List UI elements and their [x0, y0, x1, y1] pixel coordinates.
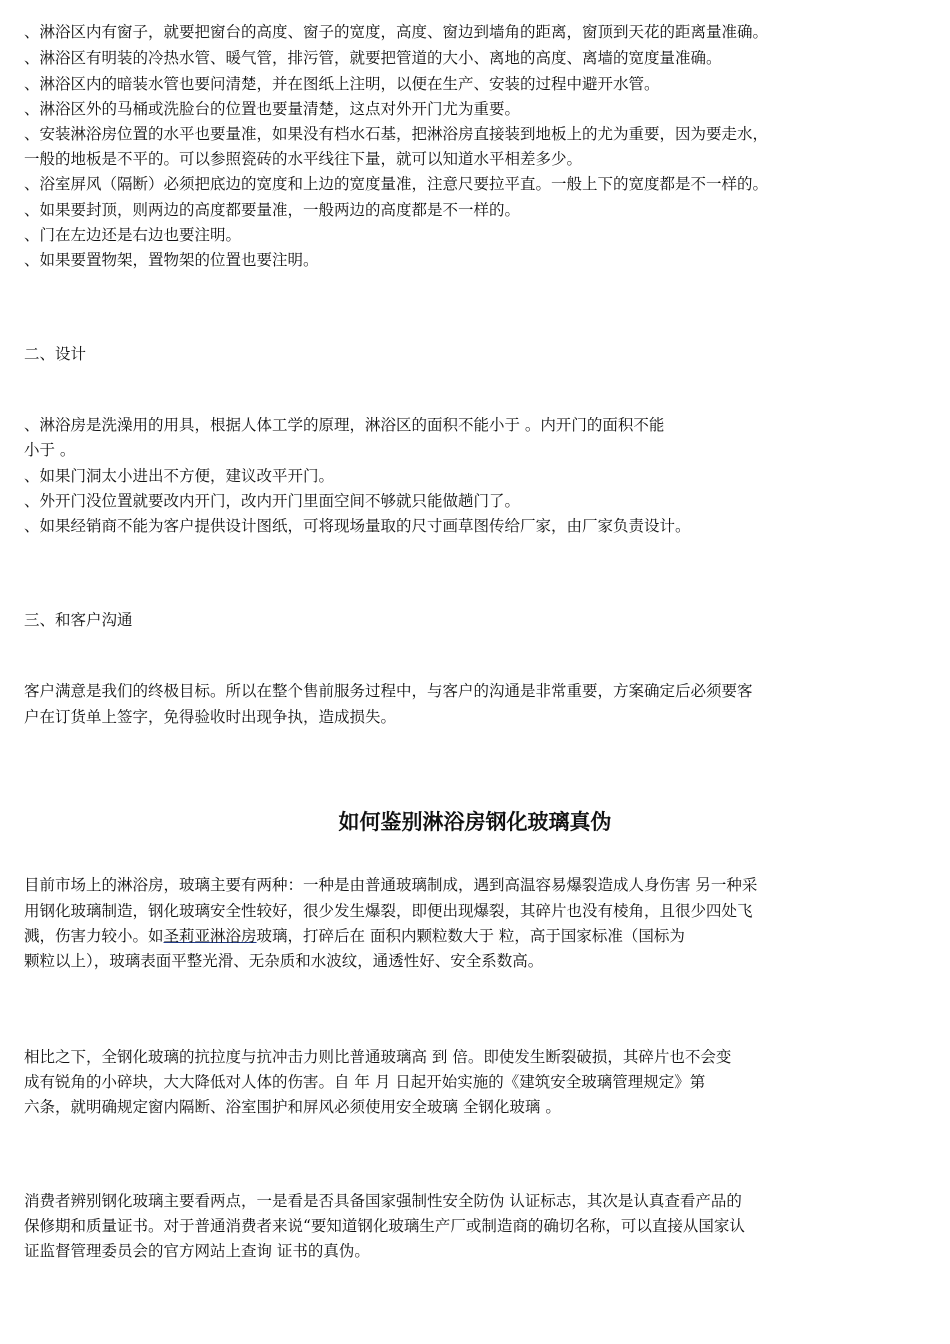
- measure-item-level: 、安装淋浴房位置的水平也要量准，如果没有档水石基，把淋浴房直接装到地板上的尤为重要，因为要走水，: [24, 125, 769, 143]
- paragraph-line: 六条，就明确规定窗内隔断、浴室围护和屏风必须使用安全玻璃 全钢化玻璃 。: [24, 1098, 561, 1116]
- measure-item-toilet-basin: 、淋浴区外的马桶或洗脸台的位置也要量清楚，这点对外开门尤为重要。: [24, 100, 521, 118]
- paragraph-line: 颗粒以上），玻璃表面平整光滑、无杂质和水波纹，通透性好、安全系数高。: [24, 952, 544, 970]
- paragraph-line: 保修期和质量证书。对于普通消费者来说“要知道钢化玻璃生产厂或制造商的确切名称，可以直接从国家认: [24, 1217, 745, 1235]
- design-item-area: 、淋浴房是洗澡用的用具，根据人体工学的原理，淋浴区的面积不能小于 。内开门的面积不能: [24, 416, 665, 434]
- measure-item-door-side: 、门在左边还是右边也要注明。: [24, 226, 242, 244]
- measure-item-ceiling: 、如果要封顶，则两边的高度都要量准，一般两边的高度都是不一样的。: [24, 201, 521, 219]
- brand-link[interactable]: 圣莉亚淋浴房: [163, 927, 257, 945]
- measure-item-hidden-pipes: 、淋浴区内的暗装水管也要问清楚，并在图纸上注明，以便在生产、安装的过程中避开水管。: [24, 75, 660, 93]
- design-item-door-small: 、如果门洞太小进出不方便，建议改平开门。: [24, 467, 335, 485]
- communication-line: 客户满意是我们的终极目标。所以在整个售前服务过程中，与客户的沟通是非常重要，方案确定后必须要客: [24, 682, 753, 700]
- section-heading-design: 二、设计: [24, 345, 87, 363]
- measure-item-level-cont: 一般的地板是不平的。可以参照瓷砖的水平线往下量，就可以知道水平相差多少。: [24, 150, 583, 168]
- measure-item-window: 、淋浴区内有窗子，就要把窗台的高度、窗子的宽度，高度、窗边到墙角的距离，窗顶到天花的距离量准确。: [24, 23, 769, 41]
- paragraph-text: 溅，伤害力较小。如: [24, 927, 164, 945]
- design-item-factory-design: 、如果经销商不能为客户提供设计图纸，可将现场量取的尺寸画草图传给厂家，由厂家负责设计。: [24, 517, 691, 535]
- section-heading-communication: 三、和客户沟通: [24, 611, 133, 629]
- paragraph-text: 玻璃，打碎后在 面积内颗粒数大于 粒，高于国家标准（国标为: [256, 927, 685, 945]
- paragraph-line: [24, 926, 685, 946]
- article-title: 如何鉴别淋浴房钢化玻璃真伪: [338, 809, 612, 834]
- design-item-area-cont: 小于 。: [24, 441, 76, 459]
- paragraph-line: 用钢化玻璃制造，钢化玻璃安全性较好，很少发生爆裂，即便出现爆裂，其碎片也没有棱角，且很少四处飞: [24, 902, 753, 920]
- paragraph-line: 消费者辨别钢化玻璃主要看两点，一是看是否具备国家强制性安全防伪 认证标志，其次是认真查看产品的: [24, 1192, 742, 1210]
- design-item-inward-door: 、外开门没位置就要改内开门，改内开门里面空间不够就只能做趟门了。: [24, 492, 521, 510]
- measure-item-shelf: 、如果要置物架，置物架的位置也要注明。: [24, 251, 319, 269]
- paragraph-line: 证监督管理委员会的官方网站上查询 证书的真伪。: [24, 1242, 370, 1260]
- paragraph-line: 成有锐角的小碎块，大大降低对人体的伤害。自 年 月 日起开始实施的《建筑安全玻璃管理规定》第: [24, 1073, 706, 1091]
- measure-item-exposed-pipes: 、淋浴区有明装的冷热水管、暖气管，排污管，就要把管道的大小、离地的高度、离墙的宽度量准确。: [24, 49, 722, 67]
- communication-line: 户在订货单上签字，免得验收时出现争执，造成损失。: [24, 708, 397, 726]
- paragraph-line: 相比之下，全钢化玻璃的抗拉度与抗冲击力则比普通玻璃高 到 倍。即使发生断裂破损，其碎片也不会变: [24, 1048, 732, 1066]
- measure-item-screen: 、浴室屏风（隔断）必须把底边的宽度和上边的宽度量准，注意尺要拉平直。一般上下的宽度都是不一样的。: [24, 175, 769, 193]
- paragraph-line: 目前市场上的淋浴房，玻璃主要有两种：一种是由普通玻璃制成，遇到高温容易爆裂造成人身伤害 另一种采: [24, 876, 758, 894]
